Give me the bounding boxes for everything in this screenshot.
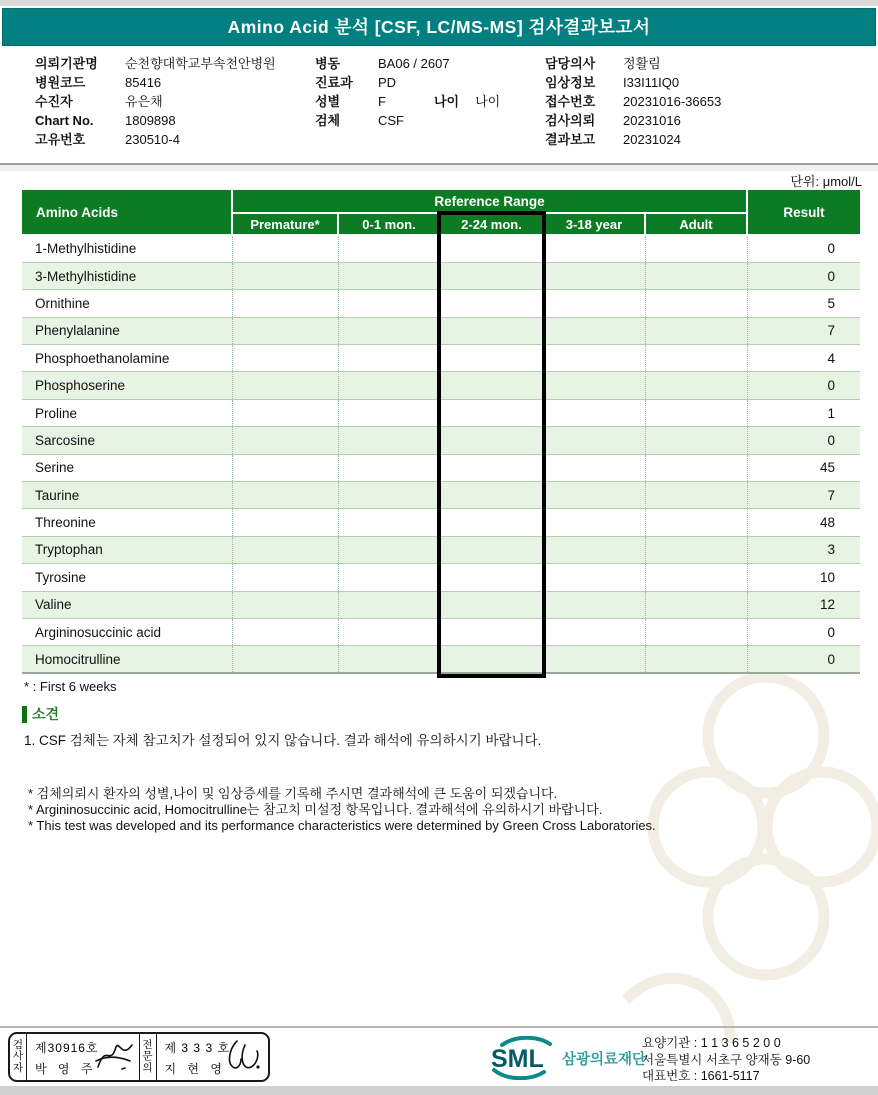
amino-acid-name: Proline <box>22 399 232 426</box>
amino-acid-name: 3-Methylhistidine <box>22 262 232 289</box>
result-value: 4 <box>747 345 860 372</box>
reference-range-cell <box>232 564 338 591</box>
patient-info-col-3 <box>545 54 721 149</box>
info-label: 임상정보 <box>545 75 596 90</box>
specialist-signature-icon <box>223 1037 265 1079</box>
examiner-signature-icon <box>92 1037 136 1077</box>
reference-range-cell <box>543 290 645 317</box>
reference-range-cell <box>543 591 645 618</box>
info-value: 20231024 <box>623 132 681 147</box>
result-value: 0 <box>747 235 860 262</box>
reference-range-cell <box>232 646 338 673</box>
reference-range-cell <box>645 427 747 454</box>
column-header-premature: Premature* <box>232 213 338 235</box>
result-value: 1 <box>747 399 860 426</box>
info-value: 정활림 <box>623 56 661 71</box>
reference-range-cell <box>232 509 338 536</box>
info-value: 1809898 <box>125 113 176 128</box>
bottom-edge-strip <box>0 1086 878 1095</box>
info-row <box>315 54 500 73</box>
reference-range-cell <box>645 564 747 591</box>
reference-range-cell <box>543 564 645 591</box>
reference-range-cell <box>338 618 440 645</box>
reference-range-cell <box>645 262 747 289</box>
reference-range-cell <box>338 591 440 618</box>
result-value: 45 <box>747 454 860 481</box>
sml-logo-icon <box>486 1036 558 1080</box>
info-value: CSF <box>378 113 404 128</box>
examiner-cert-cell <box>27 1034 140 1080</box>
reference-range-cell <box>232 290 338 317</box>
examiner-name: 박 영 주 <box>35 1062 97 1076</box>
note-line: * Argininosuccinic acid, Homocitrulline는 참고치 미설정 항목입니다. 결과해석에 유의하시기 바랍니다. <box>28 802 603 818</box>
result-value: 12 <box>747 591 860 618</box>
info-row <box>545 54 721 73</box>
amino-acid-name: Phosphoethanolamine <box>22 345 232 372</box>
reference-range-cell <box>338 290 440 317</box>
reference-range-cell <box>232 345 338 372</box>
amino-acid-name: Tyrosine <box>22 564 232 591</box>
info-label: 병원코드 <box>35 75 86 90</box>
reference-range-cell <box>645 345 747 372</box>
reference-range-cell <box>543 536 645 563</box>
column-header-adult: Adult <box>645 213 747 235</box>
table-row <box>22 591 860 618</box>
reference-range-cell <box>543 646 645 673</box>
info-value: F <box>378 94 386 109</box>
reference-range-cell <box>440 235 543 262</box>
amino-acid-name: Threonine <box>22 509 232 536</box>
table-row <box>22 618 860 645</box>
reference-range-cell <box>645 618 747 645</box>
org-info-line: 대표번호 : 1661-5117 <box>642 1069 760 1083</box>
info-row <box>315 111 500 130</box>
examiner-cert-no: 제30916호 <box>35 1041 99 1055</box>
examiner-role-cell <box>10 1034 27 1080</box>
table-row <box>22 536 860 563</box>
reference-range-cell <box>338 509 440 536</box>
reference-range-cell <box>440 427 543 454</box>
info-label: 담당의사 <box>545 56 596 71</box>
specialist-cert-cell <box>157 1034 269 1080</box>
sml-logo <box>486 1036 646 1080</box>
info-value: 유은채 <box>125 94 163 109</box>
reference-range-cell <box>440 317 543 344</box>
info-row <box>35 54 276 73</box>
table-row <box>22 454 860 481</box>
org-info-line: 요양기관 : 1 1 3 6 5 2 0 0 <box>642 1036 781 1050</box>
reference-range-cell <box>338 646 440 673</box>
patient-info-col-1 <box>35 54 276 149</box>
reference-range-cell <box>645 646 747 673</box>
reference-range-cell <box>232 317 338 344</box>
reference-range-cell <box>338 427 440 454</box>
column-header-0-1-mon: 0-1 mon. <box>338 213 440 235</box>
amino-acid-name: Tryptophan <box>22 536 232 563</box>
info-label: 고유번호 <box>35 132 86 147</box>
reference-range-cell <box>440 262 543 289</box>
reference-range-cell <box>440 345 543 372</box>
amino-acid-name: Phosphoserine <box>22 372 232 399</box>
page-title: Amino Acid 분석 [CSF, LC/MS-MS] 검사결과보고서 <box>2 8 876 46</box>
reference-range-cell <box>645 454 747 481</box>
info-value: 순천향대학교부속천안병원 <box>125 56 276 71</box>
info-value: I33I11IQ0 <box>623 75 680 90</box>
table-footnote: * : First 6 weeks <box>24 679 117 694</box>
info-value: BA06 / 2607 <box>378 56 450 71</box>
certification-stamp-box <box>8 1032 270 1082</box>
patient-info-col-2 <box>315 54 500 130</box>
reference-range-cell <box>232 399 338 426</box>
info-row <box>545 130 721 149</box>
sml-org-name: 삼광의료재단 <box>562 1051 647 1068</box>
reference-range-cell <box>543 509 645 536</box>
note-line: * This test was developed and its performance characteristics were determined by Green Cross Laboratories. <box>28 818 656 834</box>
info-label: 성별 <box>315 94 341 109</box>
reference-range-cell <box>232 372 338 399</box>
specialist-name: 지 현 영 <box>164 1062 226 1076</box>
info-row <box>545 111 721 130</box>
examiner-role-label: 검사자 <box>12 1038 24 1074</box>
reference-range-cell <box>440 618 543 645</box>
amino-acid-name: Homocitrulline <box>22 646 232 673</box>
result-value: 7 <box>747 482 860 509</box>
column-header-reference-range: Reference Range <box>232 190 747 213</box>
findings-title: 소견 <box>32 706 60 722</box>
organization-info <box>642 1035 810 1085</box>
result-value: 10 <box>747 564 860 591</box>
info-row <box>35 130 276 149</box>
info-row <box>35 73 276 92</box>
info-label: 검체 <box>315 113 341 128</box>
reference-range-cell <box>543 482 645 509</box>
reference-range-cell <box>338 454 440 481</box>
reference-range-cell <box>645 591 747 618</box>
info-value: 85416 <box>125 75 162 90</box>
result-value: 5 <box>747 290 860 317</box>
reference-range-cell <box>645 372 747 399</box>
reference-range-cell <box>645 399 747 426</box>
watermark-clover <box>608 655 878 1085</box>
table-row <box>22 399 860 426</box>
info-value: PD <box>378 75 397 90</box>
reference-range-cell <box>338 536 440 563</box>
info-label: 의뢰기관명 <box>35 56 98 71</box>
table-row <box>22 345 860 372</box>
reference-range-cell <box>440 591 543 618</box>
reference-range-cell <box>338 372 440 399</box>
column-header-2-24-mon: 2-24 mon. <box>440 213 543 235</box>
findings-heading <box>22 704 59 724</box>
info-row <box>545 73 721 92</box>
reference-range-cell <box>338 564 440 591</box>
reference-range-cell <box>440 290 543 317</box>
info-row <box>35 111 276 130</box>
specialist-role-label: 전문의 <box>142 1038 153 1074</box>
table-row <box>22 290 860 317</box>
info-label: 결과보고 <box>545 132 596 147</box>
info-label: 접수번호 <box>545 94 596 109</box>
table-row <box>22 235 860 262</box>
result-value: 0 <box>747 618 860 645</box>
reference-range-cell <box>232 262 338 289</box>
info-row <box>545 92 721 111</box>
org-info-line: 서울특별시 서초구 양재동 9-60 <box>642 1052 811 1067</box>
reference-range-cell <box>440 536 543 563</box>
reference-range-cell <box>440 646 543 673</box>
amino-acid-name: Taurine <box>22 482 232 509</box>
table-row <box>22 262 860 289</box>
sml-logo-text: SML <box>491 1045 544 1073</box>
info-row <box>315 92 500 111</box>
table-row <box>22 427 860 454</box>
reference-range-cell <box>645 317 747 344</box>
info-label: 병동 <box>315 56 341 71</box>
specialist-role-cell <box>140 1034 157 1080</box>
reference-range-cell <box>543 317 645 344</box>
info-row <box>35 92 276 111</box>
result-value: 0 <box>747 262 860 289</box>
reference-range-cell <box>232 591 338 618</box>
info-row <box>315 73 500 92</box>
table-row <box>22 482 860 509</box>
specialist-cert-no: 제 3 3 3 호 <box>164 1041 231 1055</box>
info-label: 검사의뢰 <box>545 113 596 128</box>
note-line: * 검체의뢰시 환자의 성별,나이 및 임상증세를 기록해 주시면 결과해석에 큰 도움이 되겠습니다. <box>28 786 558 801</box>
reference-range-cell <box>232 618 338 645</box>
info-label: 진료과 <box>315 75 353 90</box>
reference-range-cell <box>543 235 645 262</box>
reference-range-cell <box>440 482 543 509</box>
reference-range-cell <box>543 454 645 481</box>
reference-range-cell <box>543 618 645 645</box>
section-divider-shadow <box>0 165 878 171</box>
result-value: 0 <box>747 427 860 454</box>
info-value: 20231016 <box>623 113 681 128</box>
reference-range-cell <box>645 482 747 509</box>
reference-range-cell <box>232 536 338 563</box>
reference-range-cell <box>232 454 338 481</box>
amino-acid-name: Valine <box>22 591 232 618</box>
column-header-amino-acids: Amino Acids <box>22 190 232 235</box>
amino-acid-name: Sarcosine <box>22 427 232 454</box>
result-value: 3 <box>747 536 860 563</box>
reference-range-cell <box>440 399 543 426</box>
table-row <box>22 564 860 591</box>
reference-range-cell <box>543 427 645 454</box>
info-extra-label: 나이 <box>433 94 460 109</box>
reference-range-cell <box>338 317 440 344</box>
info-value: 230510-4 <box>125 132 180 147</box>
table-header <box>22 190 860 235</box>
reference-range-cell <box>338 262 440 289</box>
column-header-result: Result <box>747 190 860 235</box>
reference-range-cell <box>645 509 747 536</box>
amino-acid-name: Ornithine <box>22 290 232 317</box>
findings-bar-icon <box>22 706 27 723</box>
top-edge-strip <box>0 0 878 6</box>
reference-range-cell <box>543 399 645 426</box>
amino-acid-name: Phenylalanine <box>22 317 232 344</box>
footer-divider <box>0 1026 878 1028</box>
amino-acid-name: Argininosuccinic acid <box>22 618 232 645</box>
unit-label: 단위: μmol/L <box>790 174 862 189</box>
info-extra-value: 나이 <box>475 94 501 109</box>
reference-range-cell <box>645 536 747 563</box>
result-value: 0 <box>747 646 860 673</box>
findings-text: 1. CSF 검체는 자체 참고치가 설정되어 있지 않습니다. 결과 해석에 유의하시기 바랍니다. <box>24 733 542 748</box>
info-label: 수진자 <box>35 94 73 109</box>
reference-range-cell <box>232 482 338 509</box>
reference-range-cell <box>543 345 645 372</box>
reference-range-cell <box>338 345 440 372</box>
column-header-3-18-year: 3-18 year <box>543 213 645 235</box>
amino-acid-name: 1-Methylhistidine <box>35 241 137 257</box>
result-value: 7 <box>747 317 860 344</box>
table-row <box>22 509 860 536</box>
table-row <box>22 646 860 673</box>
reference-range-cell <box>232 427 338 454</box>
reference-range-cell <box>543 262 645 289</box>
reference-range-cell <box>232 235 338 262</box>
amino-acid-name: Serine <box>22 454 232 481</box>
reference-range-cell <box>338 235 440 262</box>
table-row <box>22 372 860 399</box>
reference-range-cell <box>440 454 543 481</box>
reference-range-cell <box>338 482 440 509</box>
info-label: Chart No. <box>35 113 94 128</box>
reference-range-cell <box>645 290 747 317</box>
info-value: 20231016-36653 <box>623 94 722 109</box>
result-value: 48 <box>747 509 860 536</box>
reference-range-cell <box>440 372 543 399</box>
reference-range-cell <box>440 509 543 536</box>
reference-range-cell <box>440 564 543 591</box>
reference-range-cell <box>543 372 645 399</box>
reference-range-cell <box>645 235 747 262</box>
amino-acid-table <box>22 190 860 674</box>
report-notes <box>28 786 656 835</box>
reference-range-cell <box>338 399 440 426</box>
result-value: 0 <box>747 372 860 399</box>
table-row <box>22 317 860 344</box>
